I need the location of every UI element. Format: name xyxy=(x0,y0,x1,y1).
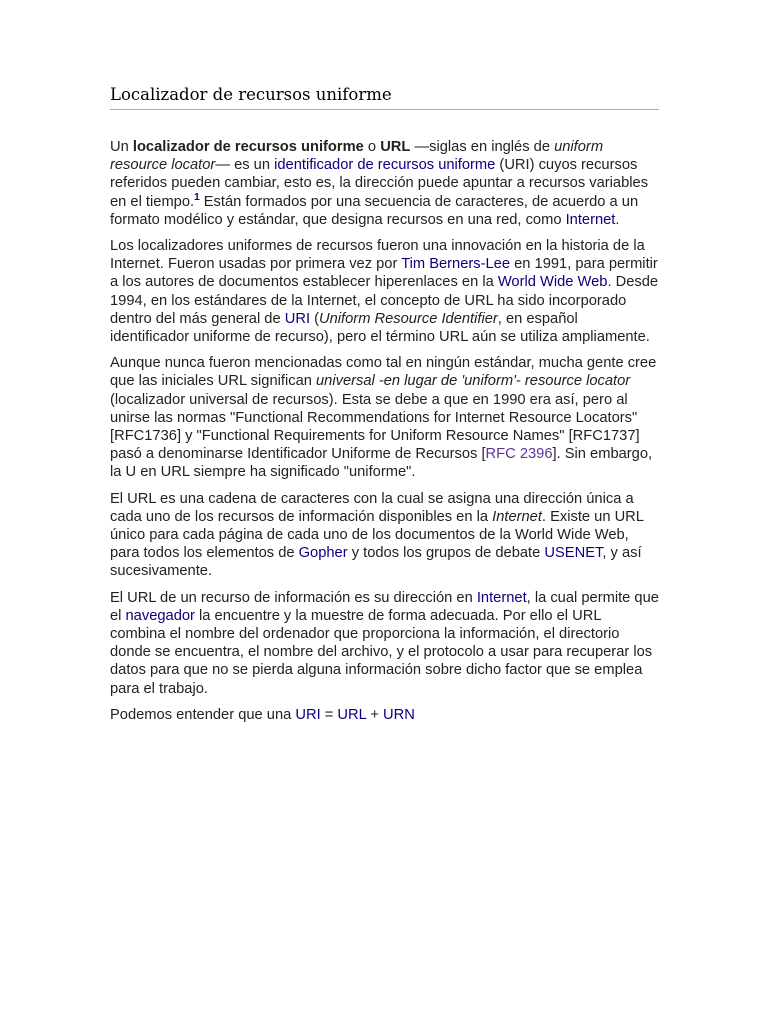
link-urn[interactable]: URN xyxy=(383,706,415,723)
paragraph-6 xyxy=(110,706,659,724)
text: (URI) cuyos recursos referidos pueden cambiar, esto es, la dirección puede apuntar a recursos variables en el tiempo. xyxy=(110,157,649,210)
link-usenet[interactable]: USENET xyxy=(544,545,603,562)
link-identificador-de-recursos-uniforme[interactable]: identificador de recursos uniforme xyxy=(274,157,496,174)
text: = xyxy=(320,706,338,723)
paragraph-3 xyxy=(110,354,659,481)
link-tim-berners-lee[interactable]: Tim Berners-Lee xyxy=(401,256,511,273)
text: Podemos entender que una xyxy=(110,706,296,723)
paragraph-2 xyxy=(110,237,659,346)
link-gopher[interactable]: Gopher xyxy=(298,545,348,562)
article-body xyxy=(110,138,659,724)
text: El URL es una cadena de caracteres con la cual se asigna una dirección única a cada uno de los recursos de información disponibles en la xyxy=(110,490,634,525)
link-internet[interactable]: Internet xyxy=(565,211,616,228)
italic-term: uniform resource locator xyxy=(110,139,604,174)
text: ( xyxy=(310,310,320,327)
text: (localizador universal de recursos). Esta se debe a que en 1990 era así, pero al unirse las normas "Functional Recommendations for Internet Resource Locators" [RFC1736] y "Functional Requirements for Uniform Resource Names" [RFC1737] pasó a denominarse Identificador Uniforme de Recursos [ xyxy=(110,391,640,463)
link-url[interactable]: URL xyxy=(337,706,367,723)
paragraph-4 xyxy=(110,490,659,581)
text: El URL de un recurso de información es su dirección en xyxy=(110,589,477,606)
text: —siglas en inglés de xyxy=(410,139,555,155)
article xyxy=(110,84,659,732)
link-internet[interactable]: Internet xyxy=(476,589,527,606)
link-world-wide-web[interactable]: World Wide Web xyxy=(497,274,608,291)
italic-term: universal -en lugar de 'uniform'- resource locator xyxy=(316,373,631,390)
italic-term: Uniform Resource Identifier xyxy=(319,310,498,327)
text: y todos los grupos de debate xyxy=(347,545,545,562)
text: la encuentre y la muestre de forma adecuada. Por ello el URL combina el nombre del ordenador que proporciona la información, el directorio donde se encuentra, el nombre del archivo, y el protocolo a usar para recuperar los datos para que no se pierda alguna información sobre dicho factor que se emplea para el trabajo. xyxy=(110,607,653,697)
link-rfc-2396[interactable]: RFC 2396 xyxy=(485,446,553,463)
text: . Desde 1994, en los estándares de la Internet, el concepto de URL ha sido incorporado dentro del más general de xyxy=(110,274,659,327)
text: en 1991, para permitir a los autores de documentos establecer hiperenlaces en la xyxy=(110,256,658,291)
paragraph-1 xyxy=(110,138,659,229)
bold-term: localizador de recursos uniforme xyxy=(132,139,364,155)
text: , en español identificador uniforme de recurso), pero el término URL aún se utiliza ampliamente. xyxy=(110,310,650,346)
page-title: Localizador de recursos uniforme xyxy=(110,84,659,110)
text: . xyxy=(615,211,620,228)
text: o xyxy=(363,139,381,155)
text: , la cual permite que el xyxy=(110,589,659,624)
text: . Existe un URL único para cada página de cada uno de los documentos de la World Wide Web, para todos los elementos de xyxy=(110,508,644,562)
text: — es un xyxy=(215,157,275,174)
italic-term: Internet xyxy=(492,508,542,525)
text: Un xyxy=(110,139,133,155)
bold-term: URL xyxy=(380,139,411,155)
text: ]. Sin embargo, la U en URL siempre ha significado "uniforme". xyxy=(110,446,653,481)
link-navegador[interactable]: navegador xyxy=(125,607,195,624)
text: Aunque nunca fueron mencionadas como tal en ningún estándar, mucha gente cree que las iniciales URL significan xyxy=(110,355,657,390)
paragraph-5 xyxy=(110,589,659,698)
link-uri[interactable]: URI xyxy=(295,706,321,723)
text: Están formados por una secuencia de caracteres, de acuerdo a un formato modélico y estándar, que designa recursos en una red, como xyxy=(110,193,639,228)
text: + xyxy=(366,706,384,723)
text: , y así sucesivamente. xyxy=(110,545,642,580)
text: Los localizadores uniformes de recursos fueron una innovación en la historia de la Internet. Fueron usadas por primera vez por xyxy=(110,238,645,273)
link-uri[interactable]: URI xyxy=(284,310,311,327)
reference-link[interactable]: 1 xyxy=(194,191,200,203)
